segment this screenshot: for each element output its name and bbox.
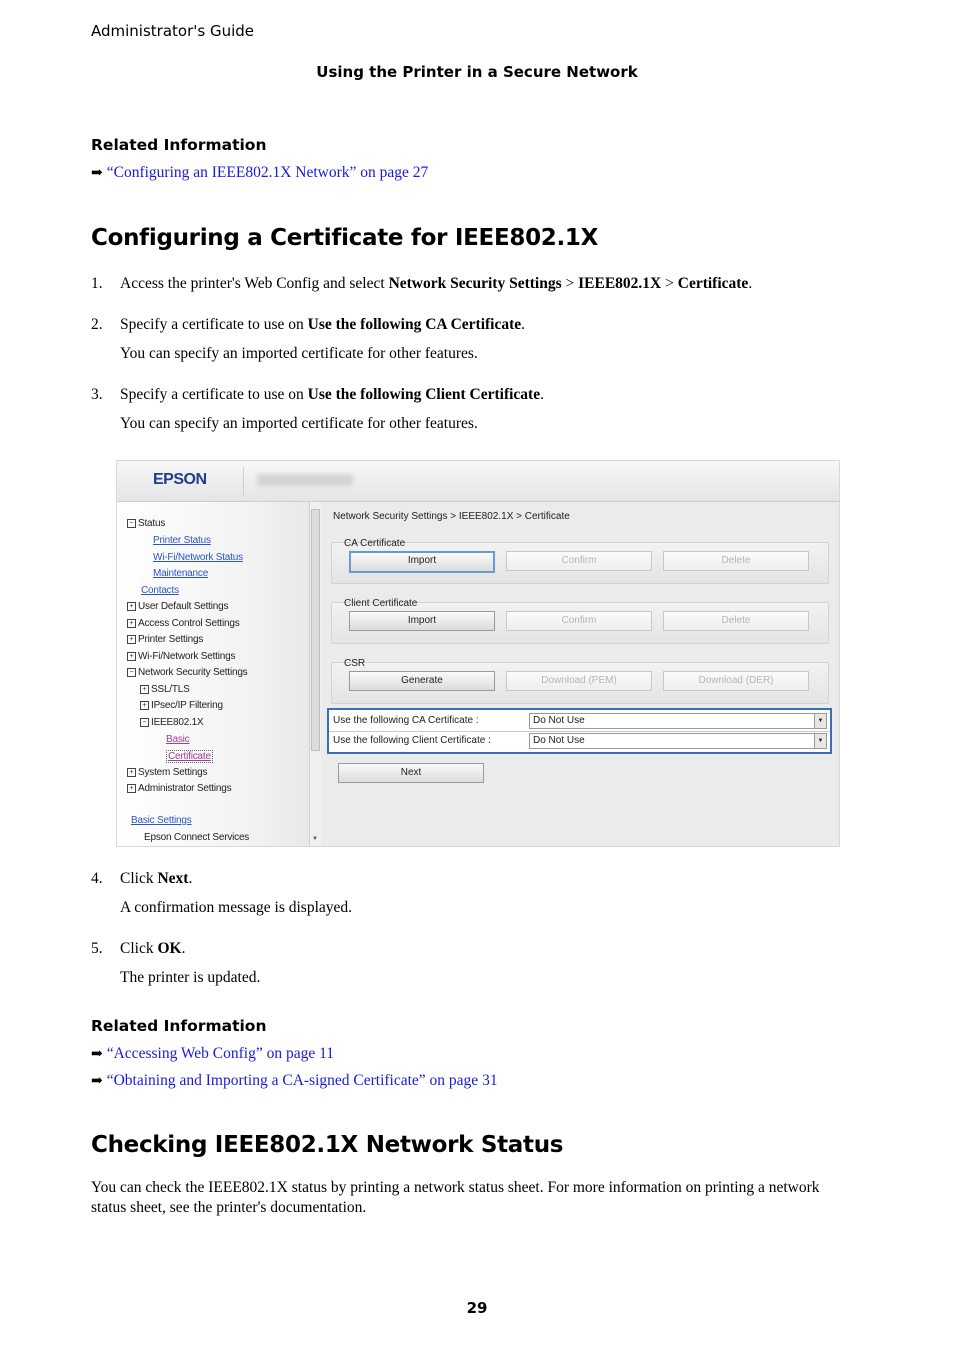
- related-link[interactable]: [91, 1045, 334, 1063]
- body-paragraph: You can check the IEEE802.1X status by printing a network status sheet. For more information on printing a network status sheet, see the printer's documentation.: [91, 1179, 820, 1216]
- step-number: 1.: [91, 275, 103, 292]
- expand-icon[interactable]: +: [140, 685, 149, 694]
- chapter-title: Using the Printer in a Secure Network: [316, 63, 638, 81]
- step-text: Specify a certificate to use on Use the following Client Certificate.: [120, 386, 544, 403]
- certificate-selection-box: [327, 708, 832, 754]
- guide-title: Administrator's Guide: [91, 22, 255, 40]
- ca-certificate-select[interactable]: Do Not Use ▼: [529, 713, 827, 729]
- expand-icon[interactable]: +: [140, 701, 149, 710]
- related-link-text[interactable]: “Obtaining and Importing a CA-signed Certificate” on page 31: [106, 1072, 498, 1089]
- step-number: 3.: [91, 386, 103, 403]
- sidebar-item-status[interactable]: − Status: [127, 518, 165, 529]
- sidebar-item-printer-settings[interactable]: + Printer Settings: [127, 634, 203, 645]
- sidebar-item-basic-settings[interactable]: Basic Settings: [131, 815, 192, 826]
- related-link-text[interactable]: “Accessing Web Config” on page 11: [106, 1045, 335, 1062]
- breadcrumb: Network Security Settings > IEEE802.1X > Certificate: [333, 511, 570, 522]
- model-name-blurred: [257, 474, 353, 486]
- divider: [243, 467, 244, 497]
- sidebar-item-user-default[interactable]: + User Default Settings: [127, 601, 228, 612]
- group-title: Client Certificate: [344, 598, 418, 609]
- sidebar-item-admin-settings[interactable]: + Administrator Settings: [127, 783, 231, 794]
- download-pem-button[interactable]: Download (PEM): [506, 671, 652, 691]
- page-number: 29: [466, 1299, 488, 1317]
- step-text: Click Next.: [120, 870, 193, 887]
- expand-icon[interactable]: +: [127, 635, 136, 644]
- group-title: CA Certificate: [344, 538, 406, 549]
- client-import-button[interactable]: Import: [349, 611, 495, 631]
- arrow-right-icon: ➡: [91, 1047, 103, 1062]
- sidebar-item-network-security[interactable]: − Network Security Settings: [127, 667, 248, 678]
- ca-delete-button[interactable]: Delete: [663, 551, 809, 571]
- expand-icon[interactable]: +: [127, 784, 136, 793]
- epson-logo: EPSON: [153, 471, 207, 488]
- sidebar-item-ipsec[interactable]: + IPsec/IP Filtering: [140, 700, 223, 711]
- expand-icon[interactable]: +: [127, 768, 136, 777]
- sidebar-item-contacts[interactable]: Contacts: [141, 585, 179, 596]
- main-panel: [321, 502, 839, 846]
- sidebar-item-basic[interactable]: Basic: [166, 734, 190, 745]
- chevron-down-icon[interactable]: ▼: [814, 734, 826, 748]
- divider: [329, 731, 830, 732]
- client-confirm-button[interactable]: Confirm: [506, 611, 652, 631]
- scrollbar-thumb[interactable]: [311, 509, 320, 751]
- sidebar-item-ssl-tls[interactable]: + SSL/TLS: [140, 684, 190, 695]
- scroll-down-icon[interactable]: ▼: [312, 836, 318, 842]
- step-number: 5.: [91, 940, 103, 957]
- arrow-right-icon: ➡: [91, 1074, 103, 1089]
- generate-button[interactable]: Generate: [349, 671, 495, 691]
- sidebar-item-epson-connect[interactable]: Epson Connect Services: [144, 832, 250, 843]
- sidebar-item-network-status[interactable]: Wi-Fi/Network Status: [153, 552, 243, 563]
- related-link[interactable]: [91, 164, 428, 182]
- sidebar-item-wifi-network[interactable]: + Wi-Fi/Network Settings: [127, 651, 235, 662]
- sidebar-item-printer-status[interactable]: Printer Status: [153, 535, 211, 546]
- next-button[interactable]: Next: [338, 763, 484, 783]
- sidebar-item-maintenance[interactable]: Maintenance: [153, 568, 209, 579]
- related-info-title: Related Information: [91, 1017, 267, 1035]
- step-text: Click OK.: [120, 940, 186, 957]
- web-config-header: [117, 461, 839, 502]
- client-certificate-select[interactable]: Do Not Use ▼: [529, 733, 827, 749]
- related-info-title: Related Information: [91, 136, 267, 154]
- step-text: Access the printer's Web Config and select Network Security Settings > IEEE802.1X > Certificate.: [120, 275, 753, 292]
- ca-import-button[interactable]: Import: [349, 551, 495, 573]
- sidebar-item-access-control[interactable]: + Access Control Settings: [127, 618, 240, 629]
- expand-icon[interactable]: +: [127, 652, 136, 661]
- sidebar-item-certificate[interactable]: Certificate: [168, 751, 211, 762]
- client-certificate-label: Use the following Client Certificate :: [333, 735, 491, 746]
- sidebar-item-ieee8021x[interactable]: − IEEE802.1X: [140, 717, 203, 728]
- client-delete-button[interactable]: Delete: [663, 611, 809, 631]
- step-number: 4.: [91, 870, 103, 887]
- group-title: CSR: [344, 658, 366, 669]
- collapse-icon[interactable]: −: [127, 668, 136, 677]
- sidebar-item-system-settings[interactable]: + System Settings: [127, 767, 207, 778]
- step-note: You can specify an imported certificate for other features.: [120, 415, 478, 432]
- step-text: Specify a certificate to use on Use the following CA Certificate.: [120, 316, 526, 333]
- collapse-icon[interactable]: −: [140, 718, 149, 727]
- section-heading: Configuring a Certificate for IEEE802.1X: [91, 225, 599, 251]
- web-config-screenshot: [116, 460, 840, 847]
- ca-certificate-label: Use the following CA Certificate :: [333, 715, 479, 726]
- sidebar: [117, 502, 313, 846]
- related-link-text[interactable]: “Configuring an IEEE802.1X Network” on page 27: [106, 164, 429, 181]
- related-link[interactable]: [91, 1072, 498, 1090]
- expand-icon[interactable]: +: [127, 602, 136, 611]
- chevron-down-icon[interactable]: ▼: [814, 714, 826, 728]
- step-note: A confirmation message is displayed.: [120, 899, 353, 916]
- collapse-icon[interactable]: −: [127, 519, 136, 528]
- step-note: The printer is updated.: [120, 969, 261, 986]
- section-heading: Checking IEEE802.1X Network Status: [91, 1132, 564, 1158]
- arrow-right-icon: ➡: [91, 166, 103, 181]
- step-note: You can specify an imported certificate for other features.: [120, 345, 478, 362]
- expand-icon[interactable]: +: [127, 619, 136, 628]
- ca-confirm-button[interactable]: Confirm: [506, 551, 652, 571]
- step-number: 2.: [91, 316, 103, 333]
- download-der-button[interactable]: Download (DER): [663, 671, 809, 691]
